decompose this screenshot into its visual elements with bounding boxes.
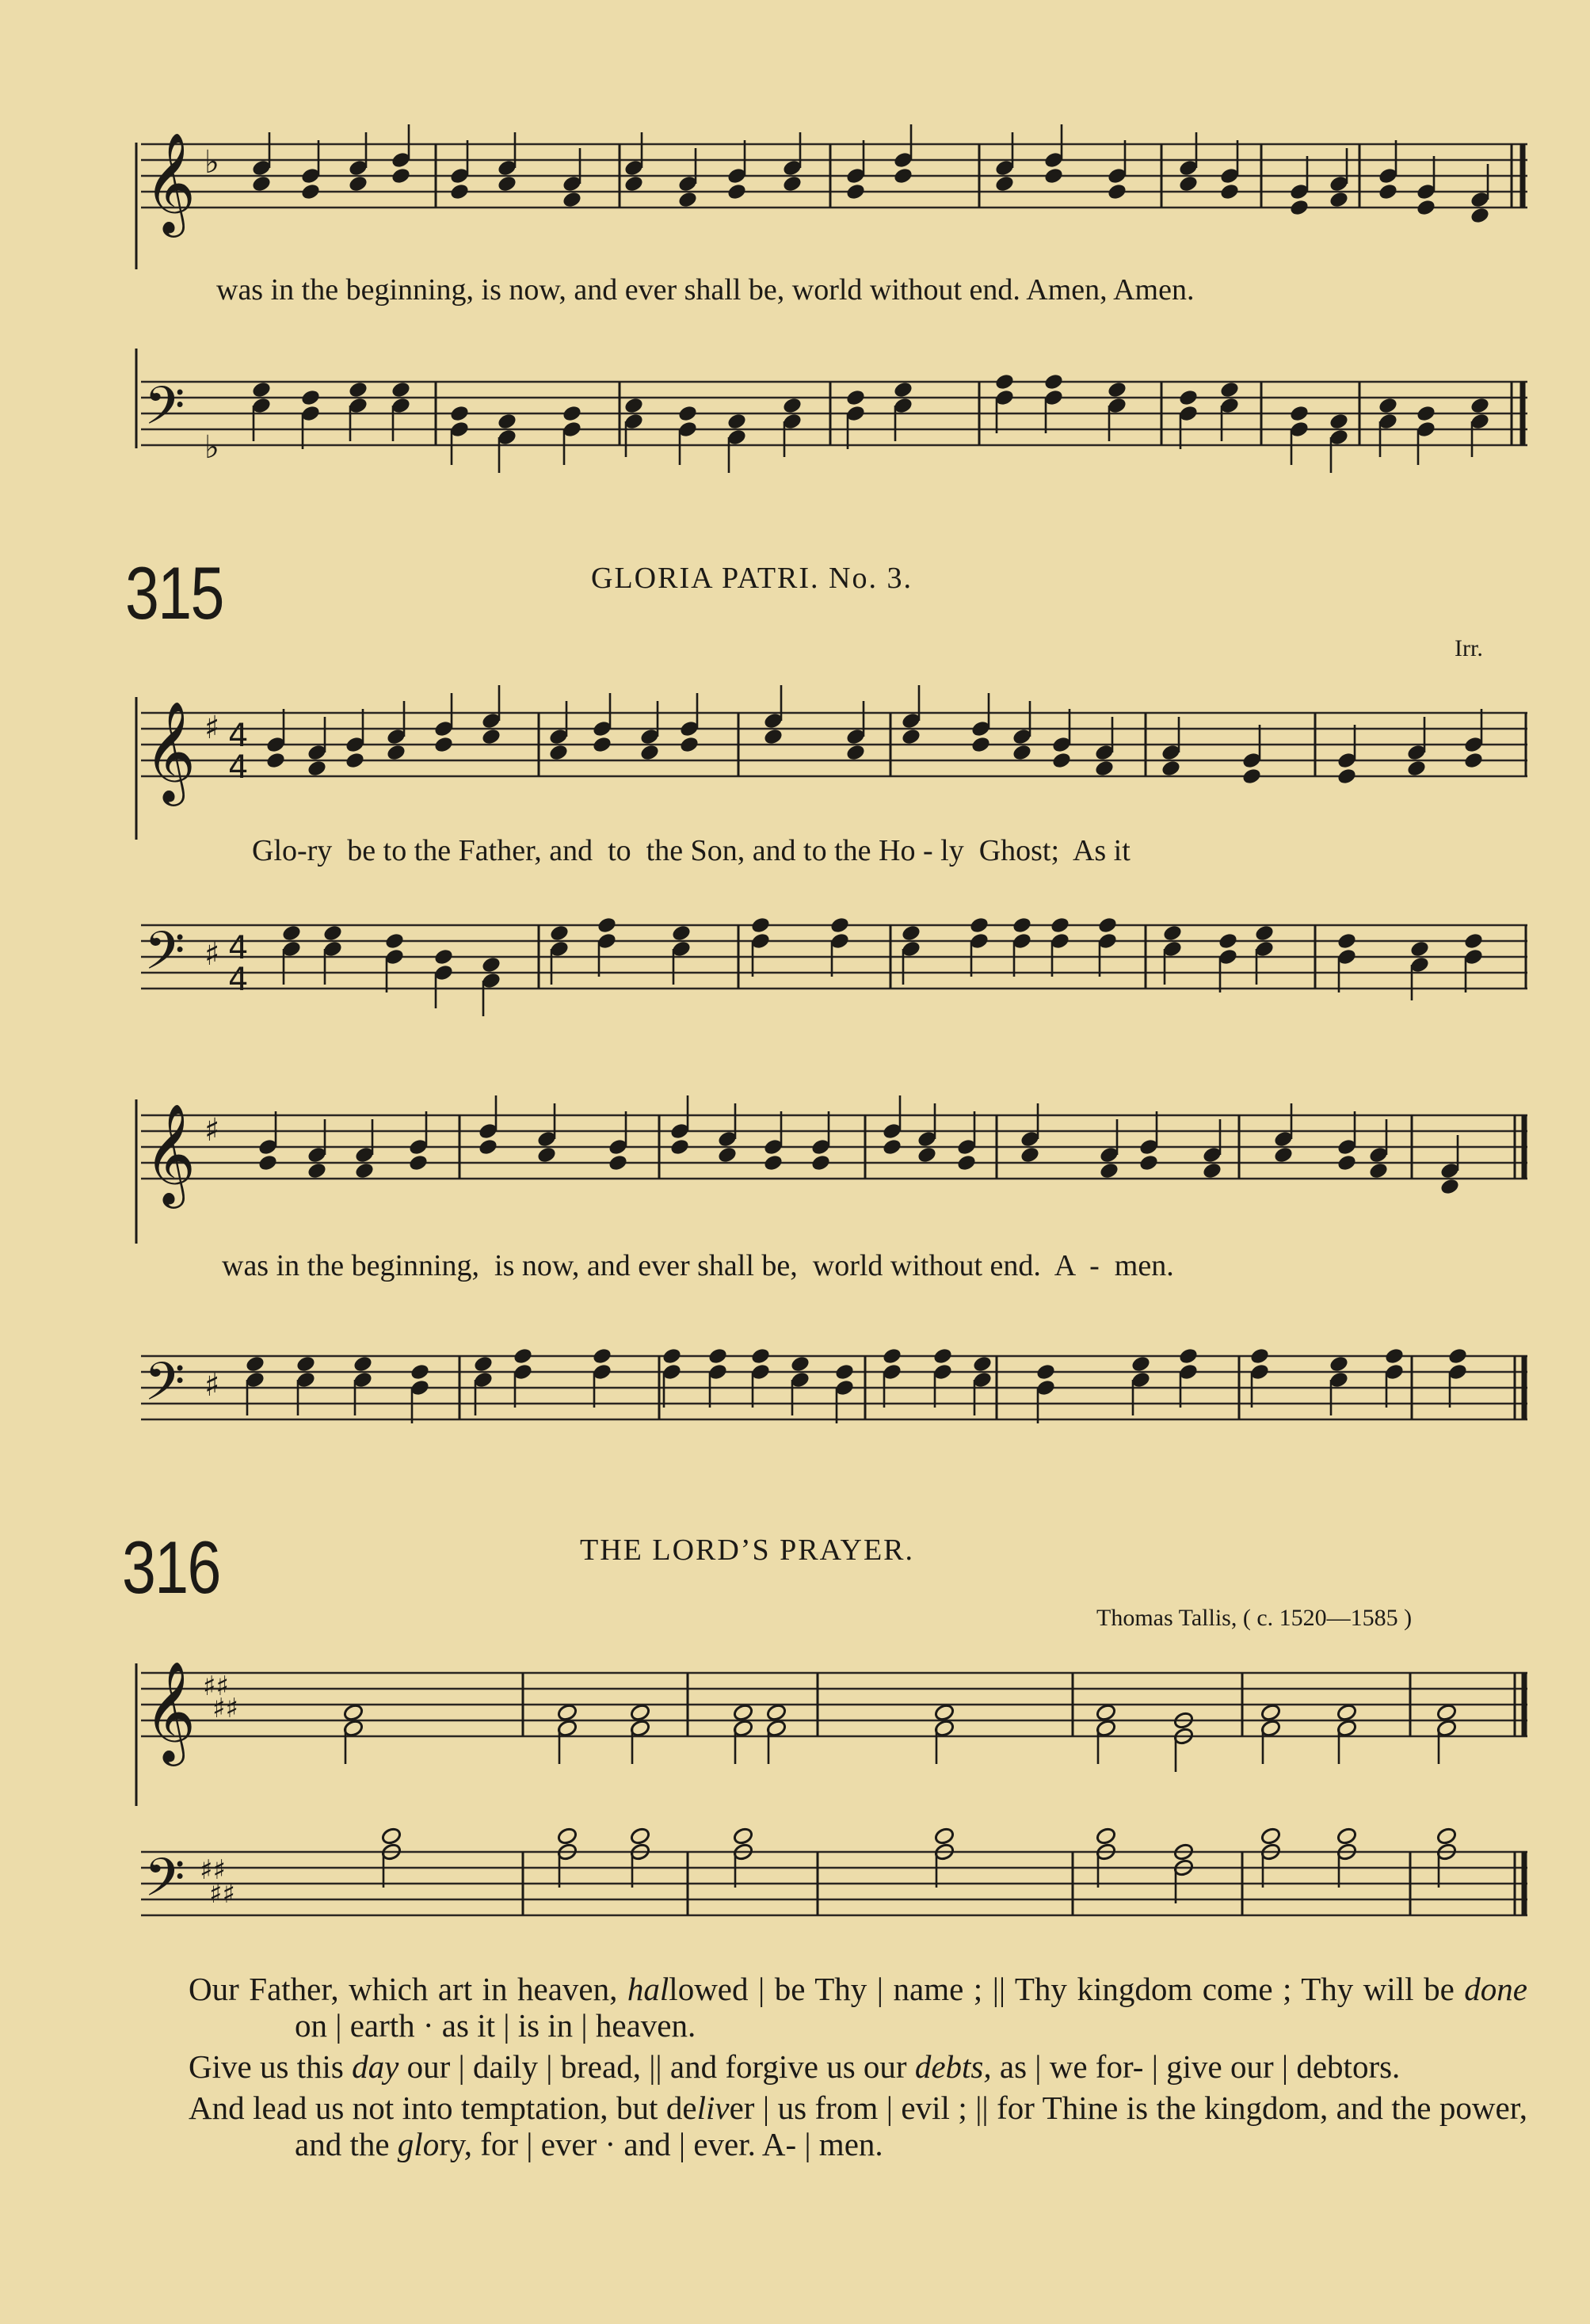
note-head (1161, 759, 1182, 778)
staff-316-treble (0, 1648, 1590, 1806)
note-head (1131, 1354, 1152, 1373)
svg-text:𝄢: 𝄢 (144, 1351, 185, 1425)
note-head (782, 396, 803, 415)
note-head (433, 735, 455, 754)
note-head (497, 174, 518, 193)
note-head (1012, 916, 1033, 935)
note-head (623, 396, 645, 415)
note-head (300, 182, 322, 201)
note-head (1470, 396, 1491, 415)
chant-text-segment: er | us from | evil ; || for Thine is the kingdom, and the power, and the (295, 2090, 1527, 2162)
note-head (1012, 743, 1033, 762)
note-head (630, 1703, 651, 1722)
hymn-title-316: THE LORD’S PRAYER. (580, 1533, 915, 1567)
note-head (1050, 916, 1071, 935)
chant-emphasis: done (1464, 1971, 1527, 2007)
note-head (1043, 372, 1065, 391)
staff-315-2-treble (0, 1085, 1590, 1244)
note-head (763, 1153, 784, 1172)
note-head (763, 727, 784, 746)
note-head (345, 751, 366, 770)
chant-emphasis: day (352, 2048, 399, 2085)
chant-text-segment: on | earth · as it | is in | heaven. (295, 2007, 696, 2044)
note-head (845, 743, 867, 762)
lyric-315-line2: was in the beginning, is now, and ever shall be, world without end. A - men. (222, 1249, 1174, 1282)
note-head (300, 388, 322, 407)
note-head (917, 1145, 938, 1164)
note-head (1178, 388, 1199, 407)
note-head (750, 1347, 772, 1366)
lyric-314: was in the beginning, is now, and ever shall be, world without end. Amen, Amen. (216, 273, 1195, 307)
note-head (671, 924, 692, 943)
note-head (845, 388, 867, 407)
note-head (562, 404, 583, 423)
note-head (513, 1347, 534, 1366)
note-head (1096, 1703, 1117, 1722)
svg-text:𝄞: 𝄞 (144, 131, 196, 233)
note-head (1289, 198, 1310, 217)
chant-emphasis: debts, (914, 2048, 992, 2085)
note-head (1416, 198, 1437, 217)
chant-text-segment: ry, for | ever · and | ever. A- | men. (439, 2126, 883, 2162)
note-head (1096, 1827, 1117, 1846)
note-head (994, 174, 1016, 193)
note-head (970, 735, 992, 754)
note-head (322, 924, 344, 943)
svg-text:𝄞: 𝄞 (144, 700, 196, 802)
note-head (1463, 751, 1485, 770)
note-head (1260, 1827, 1282, 1846)
svg-text:♯♯: ♯♯ (203, 1671, 229, 1702)
note-head (726, 182, 748, 201)
chant-text-segment: lowed | be Thy | name ; || Thy kingdom come ; Thy will be (669, 1971, 1465, 2007)
note-head (548, 743, 570, 762)
svg-text:♯: ♯ (204, 710, 220, 746)
note-head (478, 1137, 499, 1156)
note-head (834, 1362, 856, 1381)
note-head (1202, 1161, 1223, 1180)
lords-prayer-text (189, 1971, 1527, 2167)
note-head (1162, 924, 1184, 943)
svg-text:♯: ♯ (204, 1112, 220, 1149)
note-head (679, 735, 700, 754)
svg-text:♯♯: ♯♯ (209, 1878, 235, 1910)
note-head (1447, 1347, 1469, 1366)
note-head (956, 1153, 978, 1172)
note-head (1416, 404, 1437, 423)
svg-text:♯: ♯ (204, 936, 220, 973)
note-head (1178, 174, 1199, 193)
note-head (1097, 916, 1119, 935)
note-head (750, 916, 772, 935)
note-head (882, 1137, 903, 1156)
chant-text-segment: Give us this (189, 2048, 353, 2085)
note-head (639, 743, 661, 762)
meter-315: Irr. (1455, 635, 1483, 661)
note-head (384, 932, 406, 951)
note-head (597, 916, 618, 935)
chant-emphasis: hal (627, 1971, 669, 2007)
note-head (433, 947, 455, 966)
note-head (1329, 412, 1350, 431)
note-head (726, 412, 748, 431)
note-head (592, 735, 613, 754)
note-head (296, 1354, 317, 1373)
note-head (386, 743, 407, 762)
note-head (307, 1161, 328, 1180)
svg-text:𝄢: 𝄢 (144, 375, 185, 449)
chant-emphasis: liv (696, 2090, 730, 2126)
lyric-315-line1: Glo-ry be to the Father, and to the Son, and to the Ho - ly Ghost; As it (252, 834, 1131, 867)
note-head (562, 190, 583, 209)
note-head (677, 404, 699, 423)
note-head (343, 1703, 364, 1722)
note-head (391, 380, 412, 399)
note-head (473, 1354, 494, 1373)
note-head (497, 412, 518, 431)
note-head (536, 1145, 558, 1164)
chant-emphasis: glo (397, 2126, 440, 2162)
note-head (1336, 1827, 1358, 1846)
note-head (245, 1354, 266, 1373)
chant-verse-3 (189, 2090, 1527, 2162)
note-head (1273, 1145, 1294, 1164)
composer-316: Thomas Tallis, ( c. 1520—1585 ) (1096, 1605, 1413, 1631)
note-head (669, 1137, 691, 1156)
svg-text:𝄞: 𝄞 (144, 1103, 196, 1204)
svg-text:𝄞: 𝄞 (144, 1660, 196, 1762)
note-head (1470, 206, 1491, 225)
note-head (733, 1827, 754, 1846)
note-head (281, 924, 303, 943)
note-head (1219, 182, 1241, 201)
note-head (1178, 1347, 1199, 1366)
note-head (1289, 404, 1310, 423)
svg-text:𝄢: 𝄢 (144, 1847, 185, 1921)
note-head (257, 1153, 279, 1172)
note-head (307, 759, 328, 778)
note-head (481, 727, 502, 746)
note-head (1218, 932, 1239, 951)
note-head (1043, 166, 1065, 185)
note-head (972, 1354, 993, 1373)
chant-text-segment: our | daily | bread, || and forgive us our (398, 2048, 915, 2085)
note-head (348, 174, 369, 193)
note-head (353, 1354, 374, 1373)
note-head (790, 1354, 811, 1373)
note-head (934, 1703, 955, 1722)
svg-text:𝄢: 𝄢 (144, 920, 185, 994)
staff-315-1-treble (0, 681, 1590, 840)
note-head (1107, 380, 1128, 399)
note-head (449, 404, 471, 423)
svg-text:4: 4 (228, 962, 249, 998)
svg-text:4: 4 (228, 718, 249, 754)
note-head (1051, 751, 1073, 770)
note-head (1107, 182, 1128, 201)
note-head (381, 1827, 402, 1846)
note-head (1384, 1347, 1405, 1366)
note-head (1336, 1153, 1358, 1172)
note-head (557, 1703, 578, 1722)
note-head (1254, 924, 1275, 943)
chant-text-segment: as | we for- | give our | debtors. (991, 2048, 1401, 2085)
note-head (893, 166, 914, 185)
note-head (1406, 759, 1428, 778)
staff-316-bass (0, 1814, 1590, 1941)
staff-314-treble (0, 111, 1590, 269)
note-head (1138, 1153, 1160, 1172)
note-head (829, 916, 851, 935)
note-head (1409, 939, 1431, 958)
note-head (592, 1347, 613, 1366)
svg-text:♭: ♭ (204, 144, 219, 181)
note-head (1336, 932, 1358, 951)
note-head (251, 380, 273, 399)
note-head (1329, 1354, 1350, 1373)
staff-315-1-bass (0, 879, 1590, 1022)
note-head (1035, 1362, 1057, 1381)
note-head (901, 727, 922, 746)
note-head (766, 1703, 787, 1722)
note-head (932, 1347, 954, 1366)
note-head (901, 924, 922, 943)
note-head (251, 174, 273, 193)
hymn-number-315: 315 (125, 551, 223, 634)
note-head (410, 1362, 431, 1381)
staff-314-bass (0, 349, 1590, 491)
svg-text:4: 4 (228, 930, 249, 966)
note-head (845, 182, 867, 201)
note-head (994, 372, 1016, 391)
svg-text:♯♯: ♯♯ (200, 1854, 226, 1886)
note-head (717, 1145, 738, 1164)
note-head (1249, 1347, 1271, 1366)
note-head (1368, 1161, 1390, 1180)
note-head (677, 190, 699, 209)
note-head (1260, 1703, 1282, 1722)
note-head (733, 1703, 754, 1722)
chant-verse-2 (189, 2048, 1527, 2085)
note-head (969, 916, 990, 935)
note-head (662, 1347, 683, 1366)
note-head (1378, 182, 1399, 201)
chant-text-segment: And lead us not into temptation, but de (189, 2090, 697, 2126)
svg-text:♭: ♭ (204, 429, 219, 466)
note-head (608, 1153, 629, 1172)
chant-text-segment: Our Father, which art in heaven, (189, 1971, 627, 2007)
note-head (1436, 1703, 1458, 1722)
note-head (882, 1347, 903, 1366)
note-head (707, 1347, 729, 1366)
note-head (810, 1153, 832, 1172)
svg-text:♯♯: ♯♯ (212, 1693, 238, 1724)
hymn-number-316: 316 (122, 1526, 220, 1609)
note-head (1241, 767, 1263, 786)
staff-315-2-bass (0, 1299, 1590, 1442)
chant-verse-1 (189, 1971, 1527, 2044)
note-head (1436, 1827, 1458, 1846)
note-head (1099, 1161, 1120, 1180)
note-head (1336, 767, 1358, 786)
note-head (391, 166, 412, 185)
note-head (354, 1161, 376, 1180)
note-head (449, 182, 471, 201)
note-head (549, 924, 570, 943)
note-head (1439, 1177, 1461, 1196)
note-head (782, 174, 803, 193)
note-head (265, 751, 287, 770)
note-head (630, 1827, 651, 1846)
note-head (623, 174, 645, 193)
note-head (1463, 932, 1485, 951)
hymn-title-315: GLORIA PATRI. No. 3. (591, 562, 913, 595)
note-head (1378, 396, 1399, 415)
note-head (934, 1827, 955, 1846)
svg-text:4: 4 (228, 749, 249, 786)
note-head (1336, 1703, 1358, 1722)
note-head (1219, 380, 1241, 399)
note-head (893, 380, 914, 399)
note-head (408, 1153, 429, 1172)
note-head (1094, 759, 1115, 778)
svg-text:♯: ♯ (204, 1367, 220, 1404)
note-head (481, 955, 502, 974)
note-head (348, 380, 369, 399)
note-head (557, 1827, 578, 1846)
note-head (1329, 190, 1350, 209)
note-head (1020, 1145, 1041, 1164)
